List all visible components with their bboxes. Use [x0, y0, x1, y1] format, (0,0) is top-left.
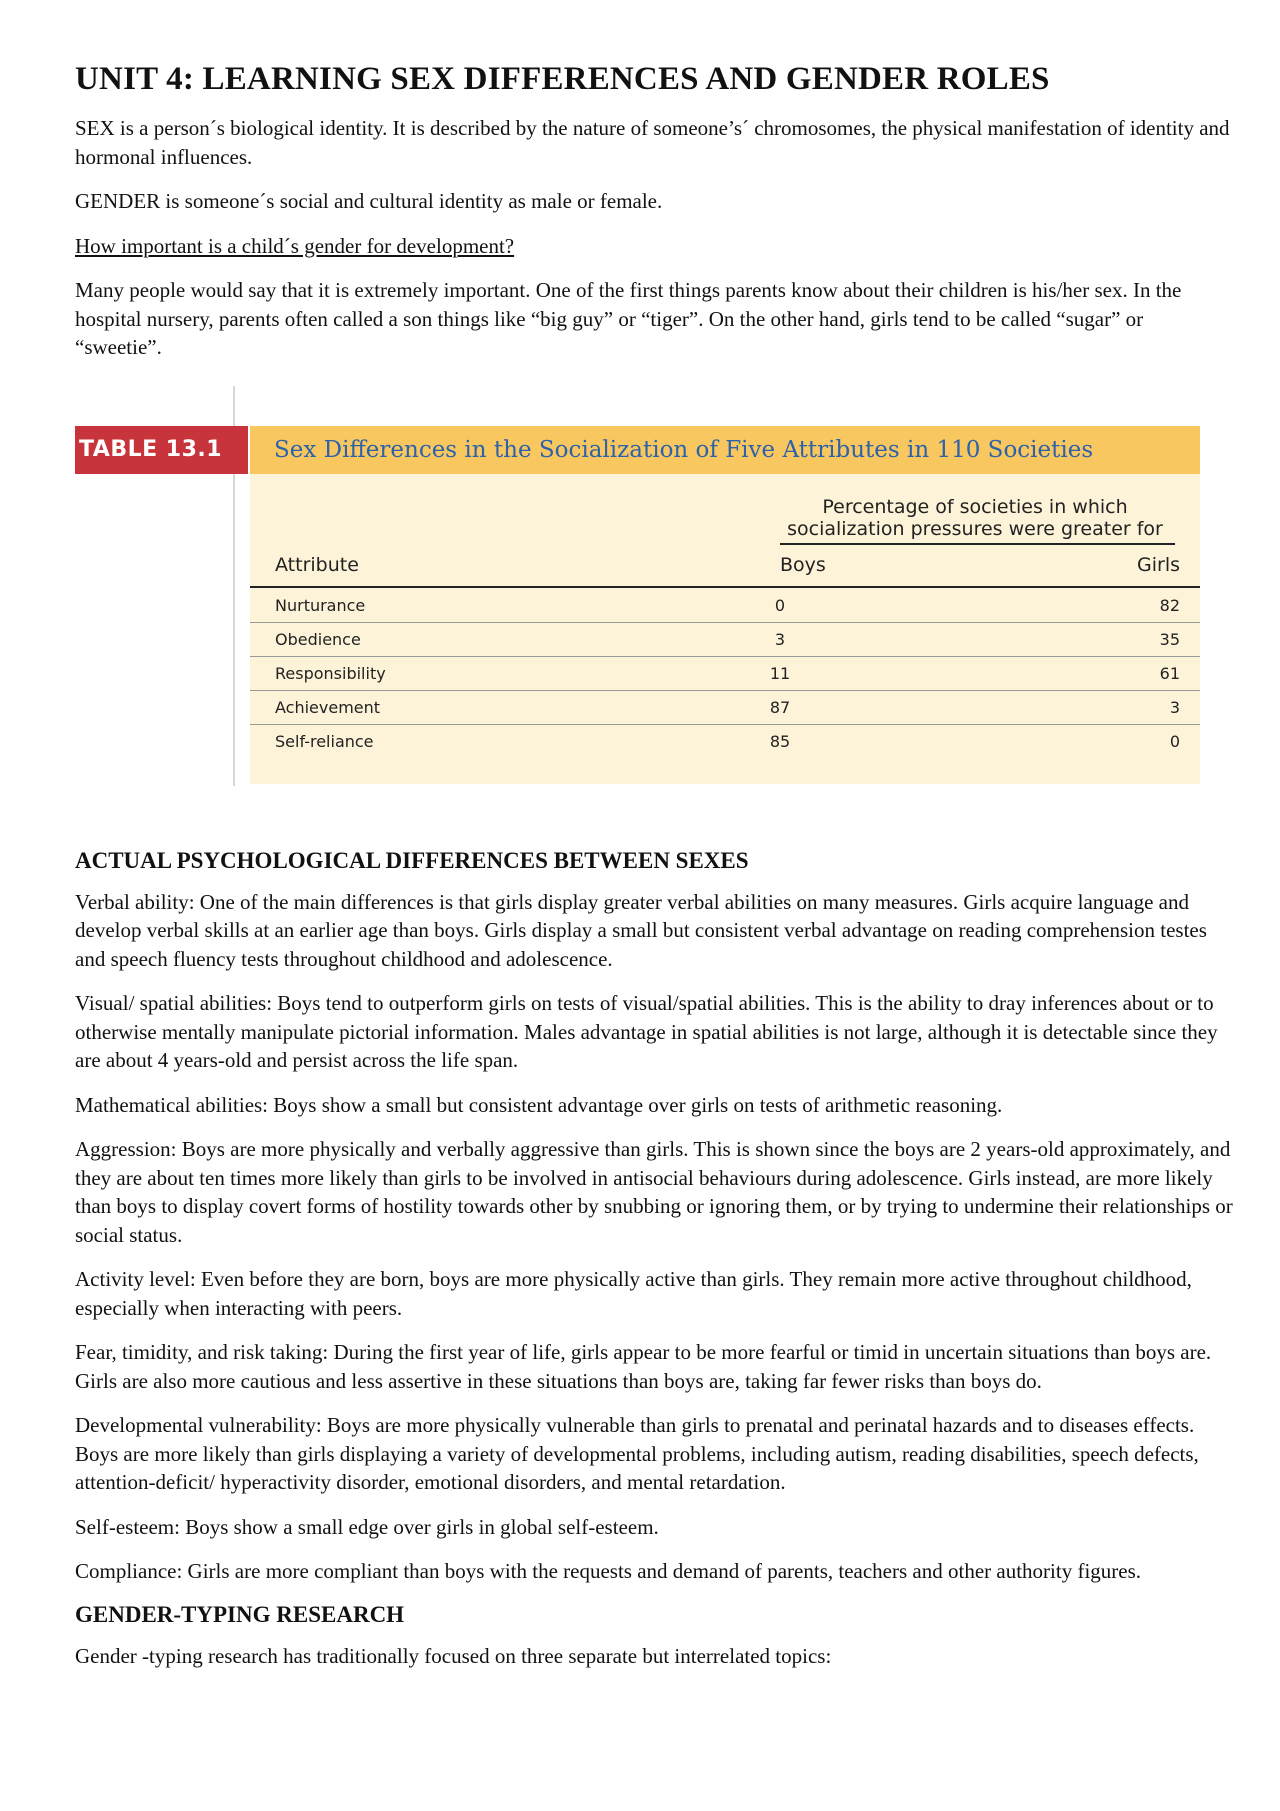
- percentage-heading-line2: socialization pressures were greater for: [787, 517, 1163, 540]
- paragraph-verbal-ability: Verbal ability: One of the main differences is that girls display greater verbal abilities on many measures. Girls acquire language and develop verbal skills at an earlier age than boys. Girls display a small but consistent verbal advantage on reading comprehension testes and speech fluency tests throughout childhood and adolescence.: [75, 889, 1207, 971]
- column-header-girls: Girls: [1137, 553, 1180, 576]
- row-boys-value: 0: [774, 595, 786, 615]
- question-heading: How important is a child´s gender for development?: [75, 233, 515, 258]
- paragraph-mathematical: Mathematical abilities: Boys show a small but consistent advantage over girls on tests of arithmetic reasoning.: [75, 1092, 1003, 1117]
- paragraph-gender-typing: Gender -typing research has traditionally focused on three separate but interrelated topics:: [75, 1643, 832, 1668]
- percentage-heading: [775, 496, 1175, 540]
- gender-definition: GENDER is someone´s social and cultural identity as male or female.: [75, 189, 663, 213]
- paragraph-compliance: Compliance: Girls are more compliant than boys with the requests and demand of parents, teachers and other authority figures.: [75, 1559, 1142, 1583]
- table-row: [250, 690, 1200, 725]
- row-girls-value: 61: [1159, 663, 1180, 683]
- table-row: [250, 656, 1200, 691]
- row-girls-value: 3: [1169, 697, 1180, 717]
- row-girls-value: 82: [1159, 595, 1180, 615]
- document-page: [75, 55, 1235, 1686]
- row-boys-value: 87: [769, 697, 791, 717]
- paragraph-activity-level: Activity level: Even before they are born, boys are more physically active than girls. They remain more active throughout childhood, especially when interacting with peers.: [75, 1267, 1192, 1320]
- paragraph-visual-spatial: Visual/ spatial abilities: Boys tend to outperform girls on tests of visual/spatial abilities. This is the ability to dray inferences about or to otherwise mentally manipulate pictorial information. Males advantage in spatial abilities is not large, although it is detectable since they are about 4 years-old and persist across the life span.: [75, 991, 1218, 1072]
- table-tag: TABLE 13.1: [75, 426, 248, 474]
- percentage-heading-rule: [780, 543, 1175, 545]
- section-heading-differences: ACTUAL PSYCHOLOGICAL DIFFERENCES BETWEEN SEXES: [75, 847, 749, 873]
- row-attribute: Self-reliance: [275, 731, 374, 751]
- table-13-1: [75, 386, 1235, 786]
- column-header-attribute: Attribute: [275, 553, 359, 576]
- paragraph-self-esteem: Self-esteem: Boys show a small edge over girls in global self-esteem.: [75, 1514, 659, 1539]
- row-attribute: Achievement: [275, 697, 381, 717]
- table-caption: Sex Differences in the Socialization of Five Attributes in 110 Societies: [250, 426, 1200, 474]
- table-row: [250, 622, 1200, 657]
- sex-definition: SEX is a person´s biological identity. It is described by the nature of someone’s´ chromosomes, the physical manifestation of identity and hormonal influences.: [75, 116, 1230, 169]
- column-header-boys: Boys: [780, 553, 826, 576]
- row-girls-value: 35: [1159, 629, 1180, 649]
- paragraph-aggression: Aggression: Boys are more physically and verbally aggressive than girls. This is shown since the boys are 2 years-old approximately, and they are about ten times more likely than girls to be involved in antisocial behaviours during adolescence. Girls instead, are more likely than boys to display covert forms of hostility towards other by snubbing or ignoring them, or by trying to undermine their relationships or social status.: [75, 1137, 1233, 1247]
- table-row: [250, 588, 1200, 623]
- paragraph-fear-timidity: Fear, timidity, and risk taking: During the first year of life, girls appear to be more fearful or timid in uncertain situations than boys are. Girls are also more cautious and less assertive in these situations than boys are, taking far fewer risks than boys do.: [75, 1340, 1212, 1393]
- row-attribute: Nurturance: [275, 595, 366, 615]
- row-boys-value: 3: [774, 629, 786, 649]
- table-row: [250, 724, 1200, 758]
- section-heading-gender-typing: GENDER-TYPING RESEARCH: [75, 1601, 405, 1627]
- row-boys-value: 85: [769, 731, 791, 751]
- percentage-heading-line1: Percentage of societies in which: [822, 495, 1128, 518]
- row-boys-value: 11: [769, 663, 791, 683]
- row-attribute: Obedience: [275, 629, 361, 649]
- row-attribute: Responsibility: [275, 663, 386, 683]
- row-girls-value: 0: [1169, 731, 1180, 751]
- page-title: UNIT 4: LEARNING SEX DIFFERENCES AND GENDER ROLES: [75, 61, 1050, 97]
- answer-paragraph: Many people would say that it is extremely important. One of the first things parents know about their children is his/her sex. In the hospital nursery, parents often called a son things like “big guy” or “tiger”. On the other hand, girls tend to be called “sugar” or “sweetie”.: [75, 278, 1182, 359]
- paragraph-developmental-vulnerability: Developmental vulnerability: Boys are more physically vulnerable than girls to prenatal and perinatal hazards and to diseases effects. Boys are more likely than girls displaying a variety of developmental problems, including autism, reading disabilities, speech defects, attention-deficit/ hyperactivity disorder, emotional disorders, and mental retardation.: [75, 1413, 1199, 1494]
